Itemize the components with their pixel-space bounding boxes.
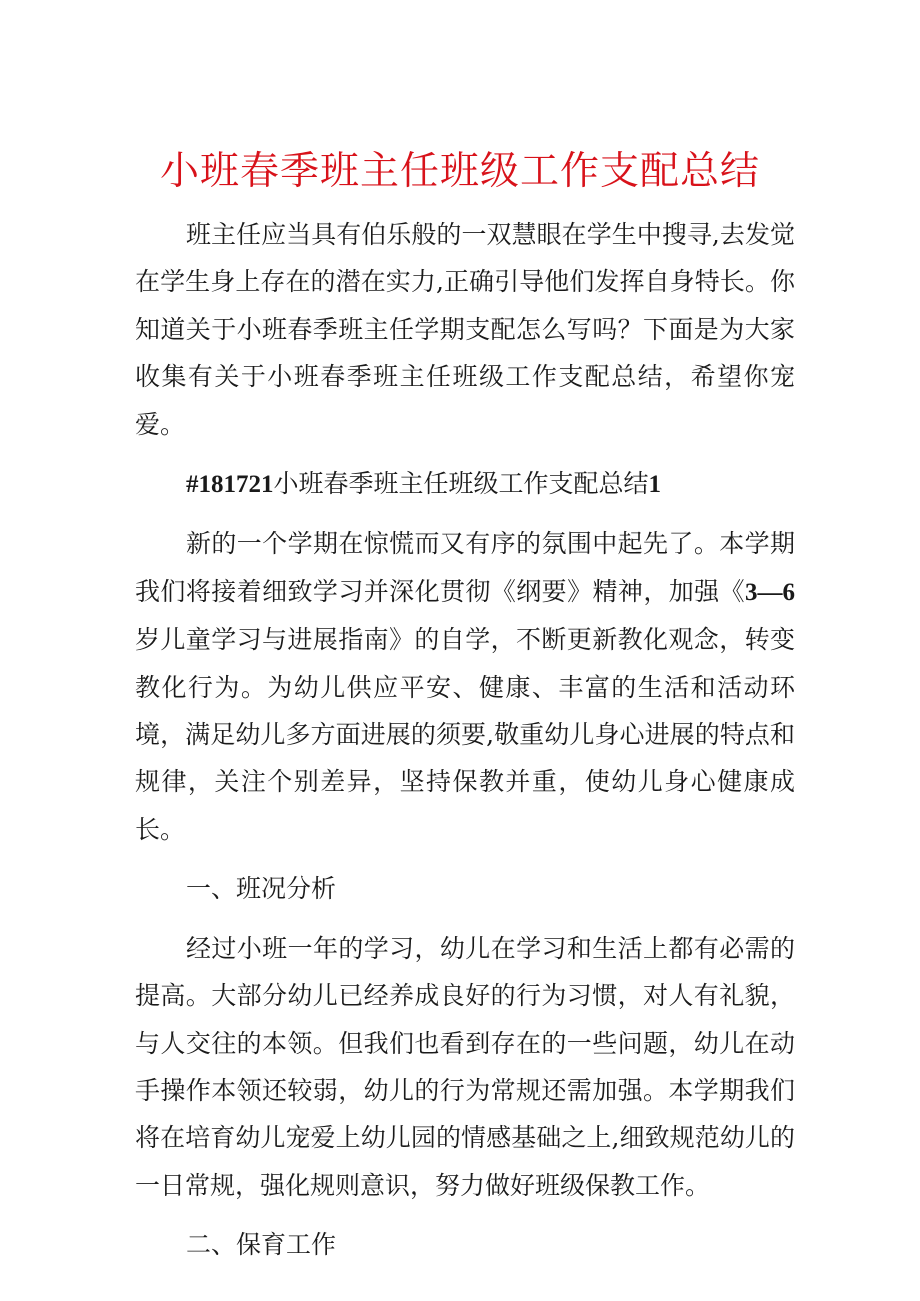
- heading-id: #181721: [186, 471, 274, 499]
- intro-paragraph: 班主任应当具有伯乐般的一双慧眼在学生中搜寻,去发觉在学生身上存在的潜在实力,正确引导他们发挥自身特长。你知道关于小班春季班主任学期支配怎么写吗？下面是为大家收集有关于小班春季班主任班级工作支配总结，希望你宠爱。: [135, 220, 795, 439]
- section-heading-1: [135, 460, 795, 508]
- age-range: 3—6: [745, 578, 795, 606]
- p1-part-b: 岁儿童学习与进展指南》的自学，不断更新教化观念，转变教化行为。为幼儿供应平安、健康、丰富的生活和活动环境，满足幼儿多方面进展的须要,敬重幼儿身心进展的特点和规律，关注个别差异，坚持保教并重，使幼儿身心健康成长。: [135, 625, 795, 844]
- document-title: 小班春季班主任班级工作支配总结: [159, 149, 760, 194]
- body-paragraph-2: 经过小班一年的学习，幼儿在学习和生活上都有必需的提高。大部分幼儿已经养成良好的行为习惯，对人有礼貌，与人交往的本领。但我们也看到存在的一些问题，幼儿在动手操作本领还较弱，幼儿的行为常规还需加强。本学期我们将在培育幼儿宠爱上幼儿园的情感基础之上,细致规范幼儿的一日常规，强化规则意识，努力做好班级保教工作。: [135, 933, 795, 1200]
- heading-text: 小班春季班主任班级工作支配总结: [273, 469, 649, 499]
- section-title-2: 二、保育工作: [186, 1230, 337, 1260]
- p1-part-a: 新的一个学期在惊慌而又有序的氛围中起先了。本学期我们将接着细致学习并深化贯彻《纲要》精神，加强《: [135, 529, 795, 606]
- document-body: [135, 211, 795, 1269]
- body-paragraph-1: [135, 520, 795, 853]
- heading-number: 1: [648, 471, 662, 499]
- section-title-1: 一、班况分析: [186, 874, 337, 904]
